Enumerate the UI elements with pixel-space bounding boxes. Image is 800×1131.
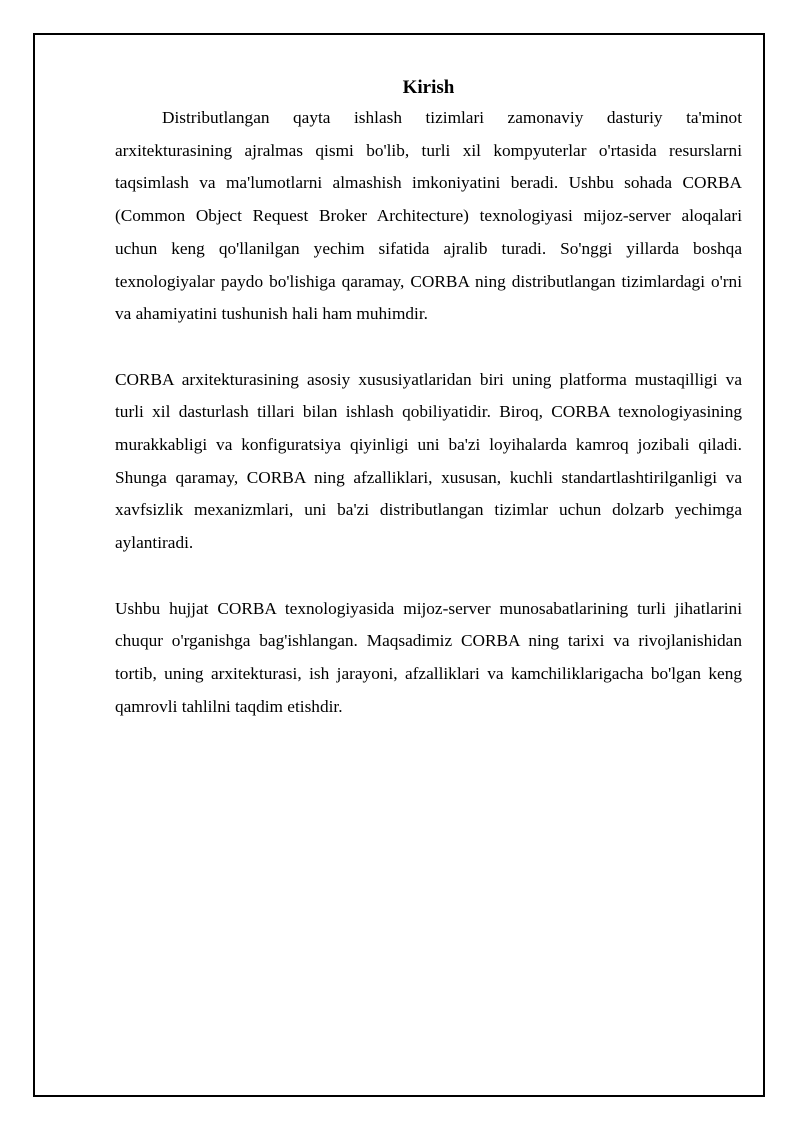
document-title: Kirish bbox=[402, 77, 455, 98]
paragraph-intro: Distributlangan qayta ishlash tizimlari zamonaviy dasturiy ta'minot arxitekturasining ajralmas qismi bo'lib, turli xil kompyuterlar o'rtasida resurslarni taqsimlash va ma'lumotlarni almashish imkoniyatini beradi. Ushbu sohada CORBA (Common Object Request Broker Architecture) texnologiyasi mijoz-server aloqalari uchun keng qo'llanilgan yechim sifatida ajralib turadi. So'nggi yillarda boshqa texnologiyalar paydo bo'lishiga qaramay, CORBA ning distributlangan tizimlardagi o'rni va ahamiyatini tushunish hali ham muhimdir. bbox=[115, 108, 742, 324]
paragraph-spacer bbox=[115, 560, 742, 593]
paragraph-spacer bbox=[115, 331, 742, 364]
document-body bbox=[115, 74, 742, 723]
paragraph-document-purpose: Ushbu hujjat CORBA texnologiyasida mijoz-server munosabatlarining turli jihatlarini chuqur o'rganishga bag'ishlangan. Maqsadimiz CORBA ning tarixi va rivojlanishidan tortib, uning arxitekturasi, ish jarayoni, afzalliklari va kamchiliklarigacha bo'lgan keng qamrovli tahlilni taqdim etishdir. bbox=[115, 598, 742, 716]
paragraph-corba-features: CORBA arxitekturasining asosiy xususiyatlaridan biri uning platforma mustaqilligi va turli xil dasturlash tillari bilan ishlash qobiliyatidir. Biroq, CORBA texnologiyasining murakkabligi va konfiguratsiya qiyinligi uni ba'zi loyihalarda kamroq jozibali qiladi. Shunga qaramay, CORBA ning afzalliklari, xususan, kuchli standartlashtirilganligi va xavfsizlik mexanizmlari, uni ba'zi distributlangan tizimlar uchun dolzarb yechimga aylantiradi. bbox=[115, 369, 742, 553]
